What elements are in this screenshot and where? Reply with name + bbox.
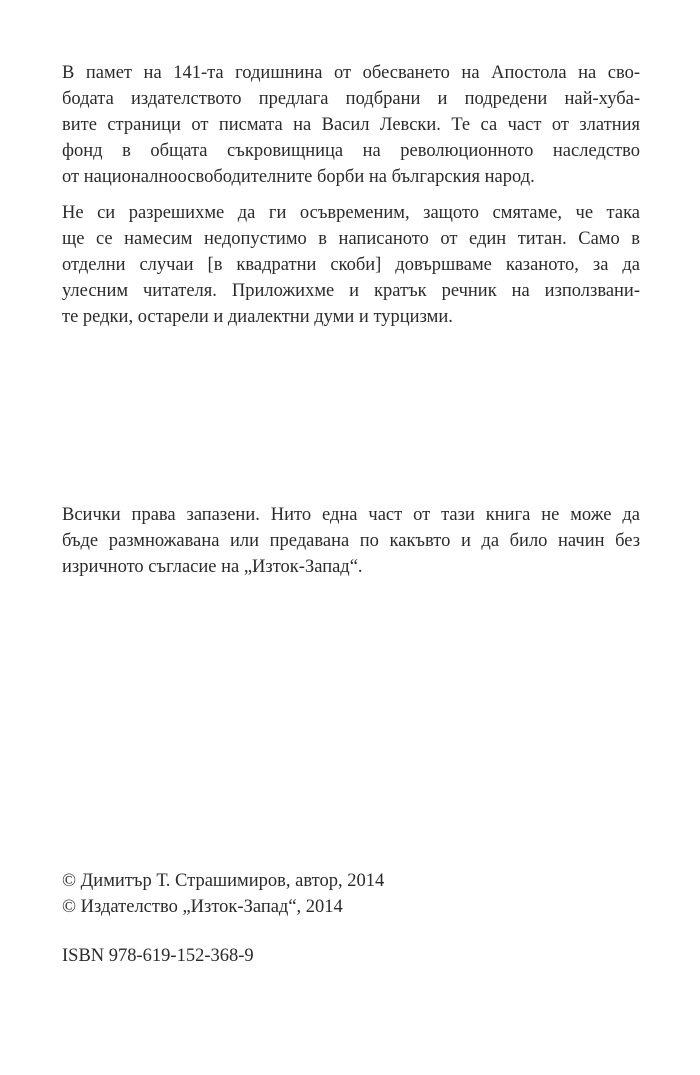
isbn-number: ISBN 978-619-152-368-9 (62, 946, 254, 966)
text-line: изричното съгласие на „Изток-Запад“. (62, 557, 363, 577)
text-line: Не си разрешихме да ги осъвременим, защото смятаме, че така (62, 203, 640, 223)
text-line: те редки, остарели и диалектни думи и турцизми. (62, 307, 453, 327)
text-line: В памет на 141-та годишнина от обесването на Апостола на сво- (62, 63, 640, 83)
text-line: улесним читателя. Приложихме и кратък речник на използвани- (62, 281, 640, 301)
text-line: бъде размножавана или предавана по какъвто и да било начин без (62, 531, 640, 551)
foreword-section (62, 60, 640, 330)
text-line: ще се намесим недопустимо в написаното от един титан. Само в (62, 229, 640, 249)
text-line: вите страници от писмата на Васил Левски. Те са част от златния (62, 115, 640, 135)
text-line: бодата издателството предлага подбрани и подредени най-хуба- (62, 89, 640, 109)
copyright-author: © Димитър Т. Страшимиров, автор, 2014 (62, 871, 385, 891)
text-line: Всички права запазени. Нито една част от тази книга не може да (62, 505, 640, 525)
text-line: фонд в общата съкровищница на революционното наследство (62, 141, 640, 161)
copyright-block (62, 868, 640, 920)
foreword-paragraph-1 (62, 60, 640, 190)
foreword-paragraph-2 (62, 200, 640, 330)
text-line: от националноосвободителните борби на българския народ. (62, 167, 535, 187)
rights-reserved-notice (62, 502, 640, 580)
copyright-publisher: © Издателство „Изток-Запад“, 2014 (62, 897, 343, 917)
isbn-block (62, 943, 640, 969)
text-line: отделни случаи [в квадратни скоби] довършваме казаното, за да (62, 255, 640, 275)
